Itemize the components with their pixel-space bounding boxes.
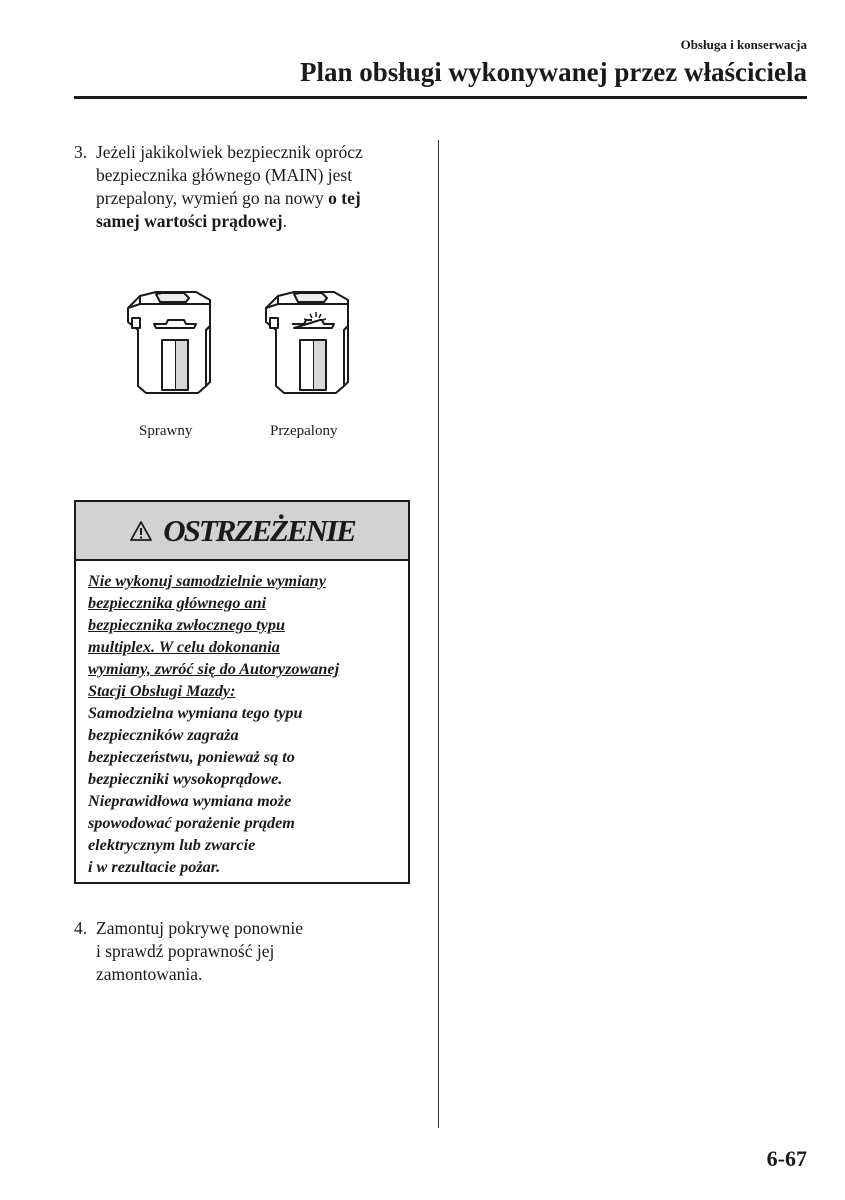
warning-line: elektrycznym lub zwarcie	[88, 836, 256, 854]
step-line: Zamontuj pokrywę ponownie	[96, 918, 304, 938]
step-number: 3.	[74, 142, 88, 162]
section-label: Obsługa i konserwacja	[680, 37, 807, 52]
warning-line: i w rezultacie pożar.	[88, 858, 221, 876]
warning-line: Stacji Obsługi Mazdy:	[88, 682, 236, 700]
warning-box	[74, 500, 410, 884]
warning-line: Nie wykonuj samodzielnie wymiany	[88, 572, 326, 590]
warning-body	[76, 561, 408, 878]
fuse-illustration	[126, 290, 356, 402]
step-line: przepalony, wymień go na nowy	[96, 188, 329, 208]
fuse-ok-icon	[128, 292, 210, 393]
step-text	[96, 141, 414, 233]
warning-line: bezpieczeństwu, ponieważ są to	[88, 748, 295, 766]
step-line: Jeżeli jakikolwiek bezpiecznik oprócz	[96, 142, 363, 162]
page-title: Plan obsługi wykonywanej przez właściciela	[300, 57, 807, 87]
warning-line: bezpieczniki wysokoprądowe.	[88, 770, 283, 788]
warning-line: bezpiecznika zwłocznego typu	[88, 616, 285, 634]
warning-line: bezpieczników zagraża	[88, 726, 239, 744]
step-4	[74, 917, 414, 986]
step-line: i sprawdź poprawność jej	[96, 941, 275, 961]
fuse-blown-icon	[266, 292, 348, 393]
title-rule	[74, 96, 807, 99]
warning-triangle-icon	[129, 520, 153, 542]
step-number: 4.	[74, 918, 88, 938]
warning-header	[76, 502, 408, 561]
page-number: 6-67	[766, 1146, 807, 1171]
column-divider	[438, 140, 439, 1128]
warning-line: bezpiecznika głównego ani	[88, 594, 267, 612]
warning-title: OSTRZEŻENIE	[163, 512, 355, 548]
fuse-caption-ok: Sprawny	[139, 423, 193, 439]
step-line: bezpiecznika głównego (MAIN) jest	[96, 165, 353, 185]
warning-line: Nieprawidłowa wymiana może	[88, 792, 292, 810]
fuse-caption-blown: Przepalony	[270, 423, 338, 439]
step-line: zamontowania.	[96, 964, 203, 984]
step-punct: .	[282, 211, 287, 231]
warning-line: multiplex. W celu dokonania	[88, 638, 280, 656]
warning-line: spowodować porażenie prądem	[88, 814, 295, 832]
step-3	[74, 141, 414, 233]
warning-line: Samodzielna wymiana tego typu	[88, 704, 303, 722]
step-emphasis: o tej	[328, 188, 361, 208]
step-emphasis: samej wartości prądowej	[96, 211, 283, 231]
warning-line: wymiany, zwróć się do Autoryzowanej	[88, 660, 340, 678]
fuse-illustration-svg	[126, 290, 356, 402]
step-text	[96, 917, 414, 986]
